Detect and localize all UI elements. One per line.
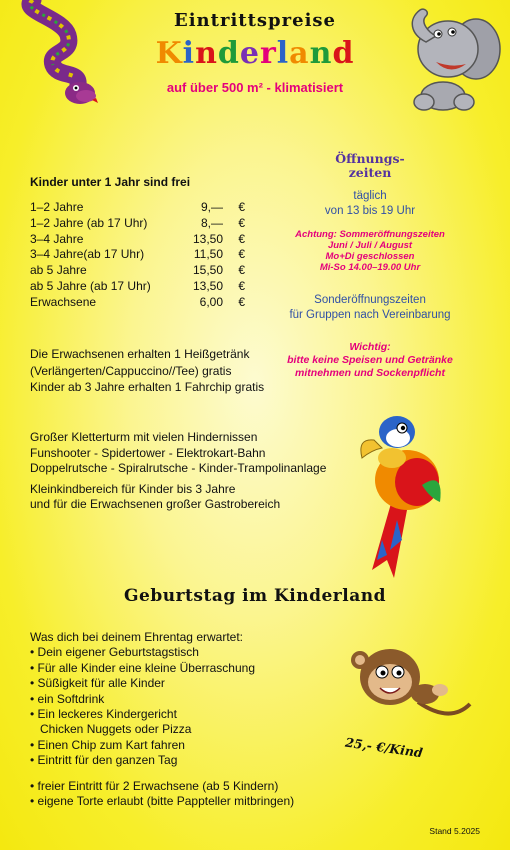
price-row [30,232,245,248]
price-label: 1–2 Jahre [30,200,84,214]
price-label: 1–2 Jahre (ab 17 Uhr) [30,215,148,230]
brand-letter: i [182,36,196,71]
price-label: 3–4 Jahre [30,231,84,246]
attractions [30,430,326,513]
price-value: 9,— [200,200,223,214]
list-item: • freier Eintritt für 2 Erwachsene (ab 5 Kindern) [30,778,279,793]
summer-line1: Achtung: Sommeröffnungszeiten [295,229,445,240]
price-row [30,216,245,232]
monkey-illustration [340,632,475,730]
summer-line4: Mi-So 14.00–19.00 Uhr [319,262,421,273]
attractions-line3: Doppelrutsche - Spiralrutsche - Kinder-Trampolinanlage [30,461,327,475]
list-item: • Dein eigener Geburtstagstisch [30,645,199,660]
attractions-line4: Kleinkindbereich für Kinder bis 3 Jahre [30,481,236,496]
price-value: 8,— [200,215,223,230]
price-value: 6,00 [199,294,223,309]
birthday-list [30,630,294,809]
price-row [30,263,245,279]
price-label: ab 5 Jahre (ab 17 Uhr) [30,278,151,293]
price-currency: € [238,231,245,246]
free-note: Kinder unter 1 Jahr sind frei [30,175,191,189]
price-currency: € [238,247,245,262]
brand-letter: n [195,36,218,71]
important-line1: Wichtig: [349,341,391,353]
price-row [30,279,245,295]
price-value: 13,50 [192,231,223,246]
list-item: • Einen Chip zum Kart fahren [30,737,185,752]
hours-daily [290,189,450,219]
summer-line2: Juni / Juli / August [327,240,413,251]
price-label: Erwachsene [30,294,97,309]
price-currency: € [238,200,245,214]
attractions-line5: und für die Erwachsenen großer Gastrobereich [30,497,281,511]
price-value: 13,50 [192,278,223,293]
stand-date: Stand 5.2025 [429,826,480,836]
adult-info-line1: Die Erwachsenen erhalten 1 Heißgetränk [30,347,250,361]
price-row [30,247,245,263]
price-currency: € [238,215,245,230]
summer-line3: Mo+Di geschlossen [325,251,415,262]
hours-title [300,152,440,180]
price-label: ab 5 Jahre [30,263,87,278]
brand-letter: K [155,36,183,71]
birthday-title: Geburtstag im Kinderland [124,586,386,606]
attractions-line1: Großer Kletterturm mit vielen Hindernissen [30,430,258,444]
price-value: 11,50 [193,247,223,262]
brand-letter: a [289,36,310,71]
price-row [30,200,245,216]
adult-info [30,346,264,396]
list-item: • Süßigkeit für alle Kinder [30,676,165,691]
brand-letter: d [332,36,355,71]
hours-daily-line2: von 13 bis 19 Uhr [324,205,416,217]
list-item: • Ein leckeres Kindergericht [30,707,177,722]
price-currency: € [238,278,245,293]
summer-hours [290,229,450,273]
adult-info-line2: (Verlängerten/Cappuccino//Tee) gratis [30,363,232,378]
price-label: 3–4 Jahre(ab 17 Uhr) [30,247,145,262]
snake-illustration [8,0,103,112]
price-list [30,200,245,311]
list-item: Chicken Nuggets oder Pizza [30,722,192,737]
hours-title-line1: Öffnungs- [335,151,405,166]
elephant-illustration [388,4,506,114]
list-item: • Für alle Kinder eine kleine Überraschung [30,660,255,675]
header-title: Eintrittspreise [174,10,336,31]
price-row [30,295,245,311]
brand-letter: l [276,36,290,71]
brand-letter: e [239,36,260,71]
list-item: • ein Softdrink [30,691,105,706]
price-currency: € [238,263,245,278]
list-item: • Eintritt für den ganzen Tag [30,753,178,768]
brand-letter: r [259,36,277,71]
brand-letter: n [309,36,333,71]
hours-title-line2: zeiten [348,165,392,180]
price-currency: € [238,294,245,309]
birthday-price: 25,- €/Kind [344,734,424,761]
header-subtitle: auf über 500 m² - klimatisiert [166,80,344,95]
special-hours [270,293,470,323]
important-line3: mitnehmen und Sockenpflicht [295,367,445,379]
adult-info-line3: Kinder ab 3 Jahre erhalten 1 Fahrchip gratis [30,380,265,394]
price-value: 15,50 [192,263,223,278]
important-line2: bitte keine Speisen und Getränke [287,354,453,366]
parrot-illustration [352,410,452,580]
list-item: • eigene Torte erlaubt (bitte Pappteller mitbringen) [30,794,295,809]
attractions-line2: Funshooter - Spidertower - Elektrokart-Bahn [30,445,266,460]
important-note [270,341,470,380]
brand-letter: d [217,36,240,71]
birthday-intro: Was dich bei deinem Ehrentag erwartet: [30,630,243,644]
special-line1: Sonderöffnungszeiten [314,294,426,306]
special-line2: für Gruppen nach Vereinbarung [289,309,451,321]
hours-daily-line1: täglich [353,190,387,202]
